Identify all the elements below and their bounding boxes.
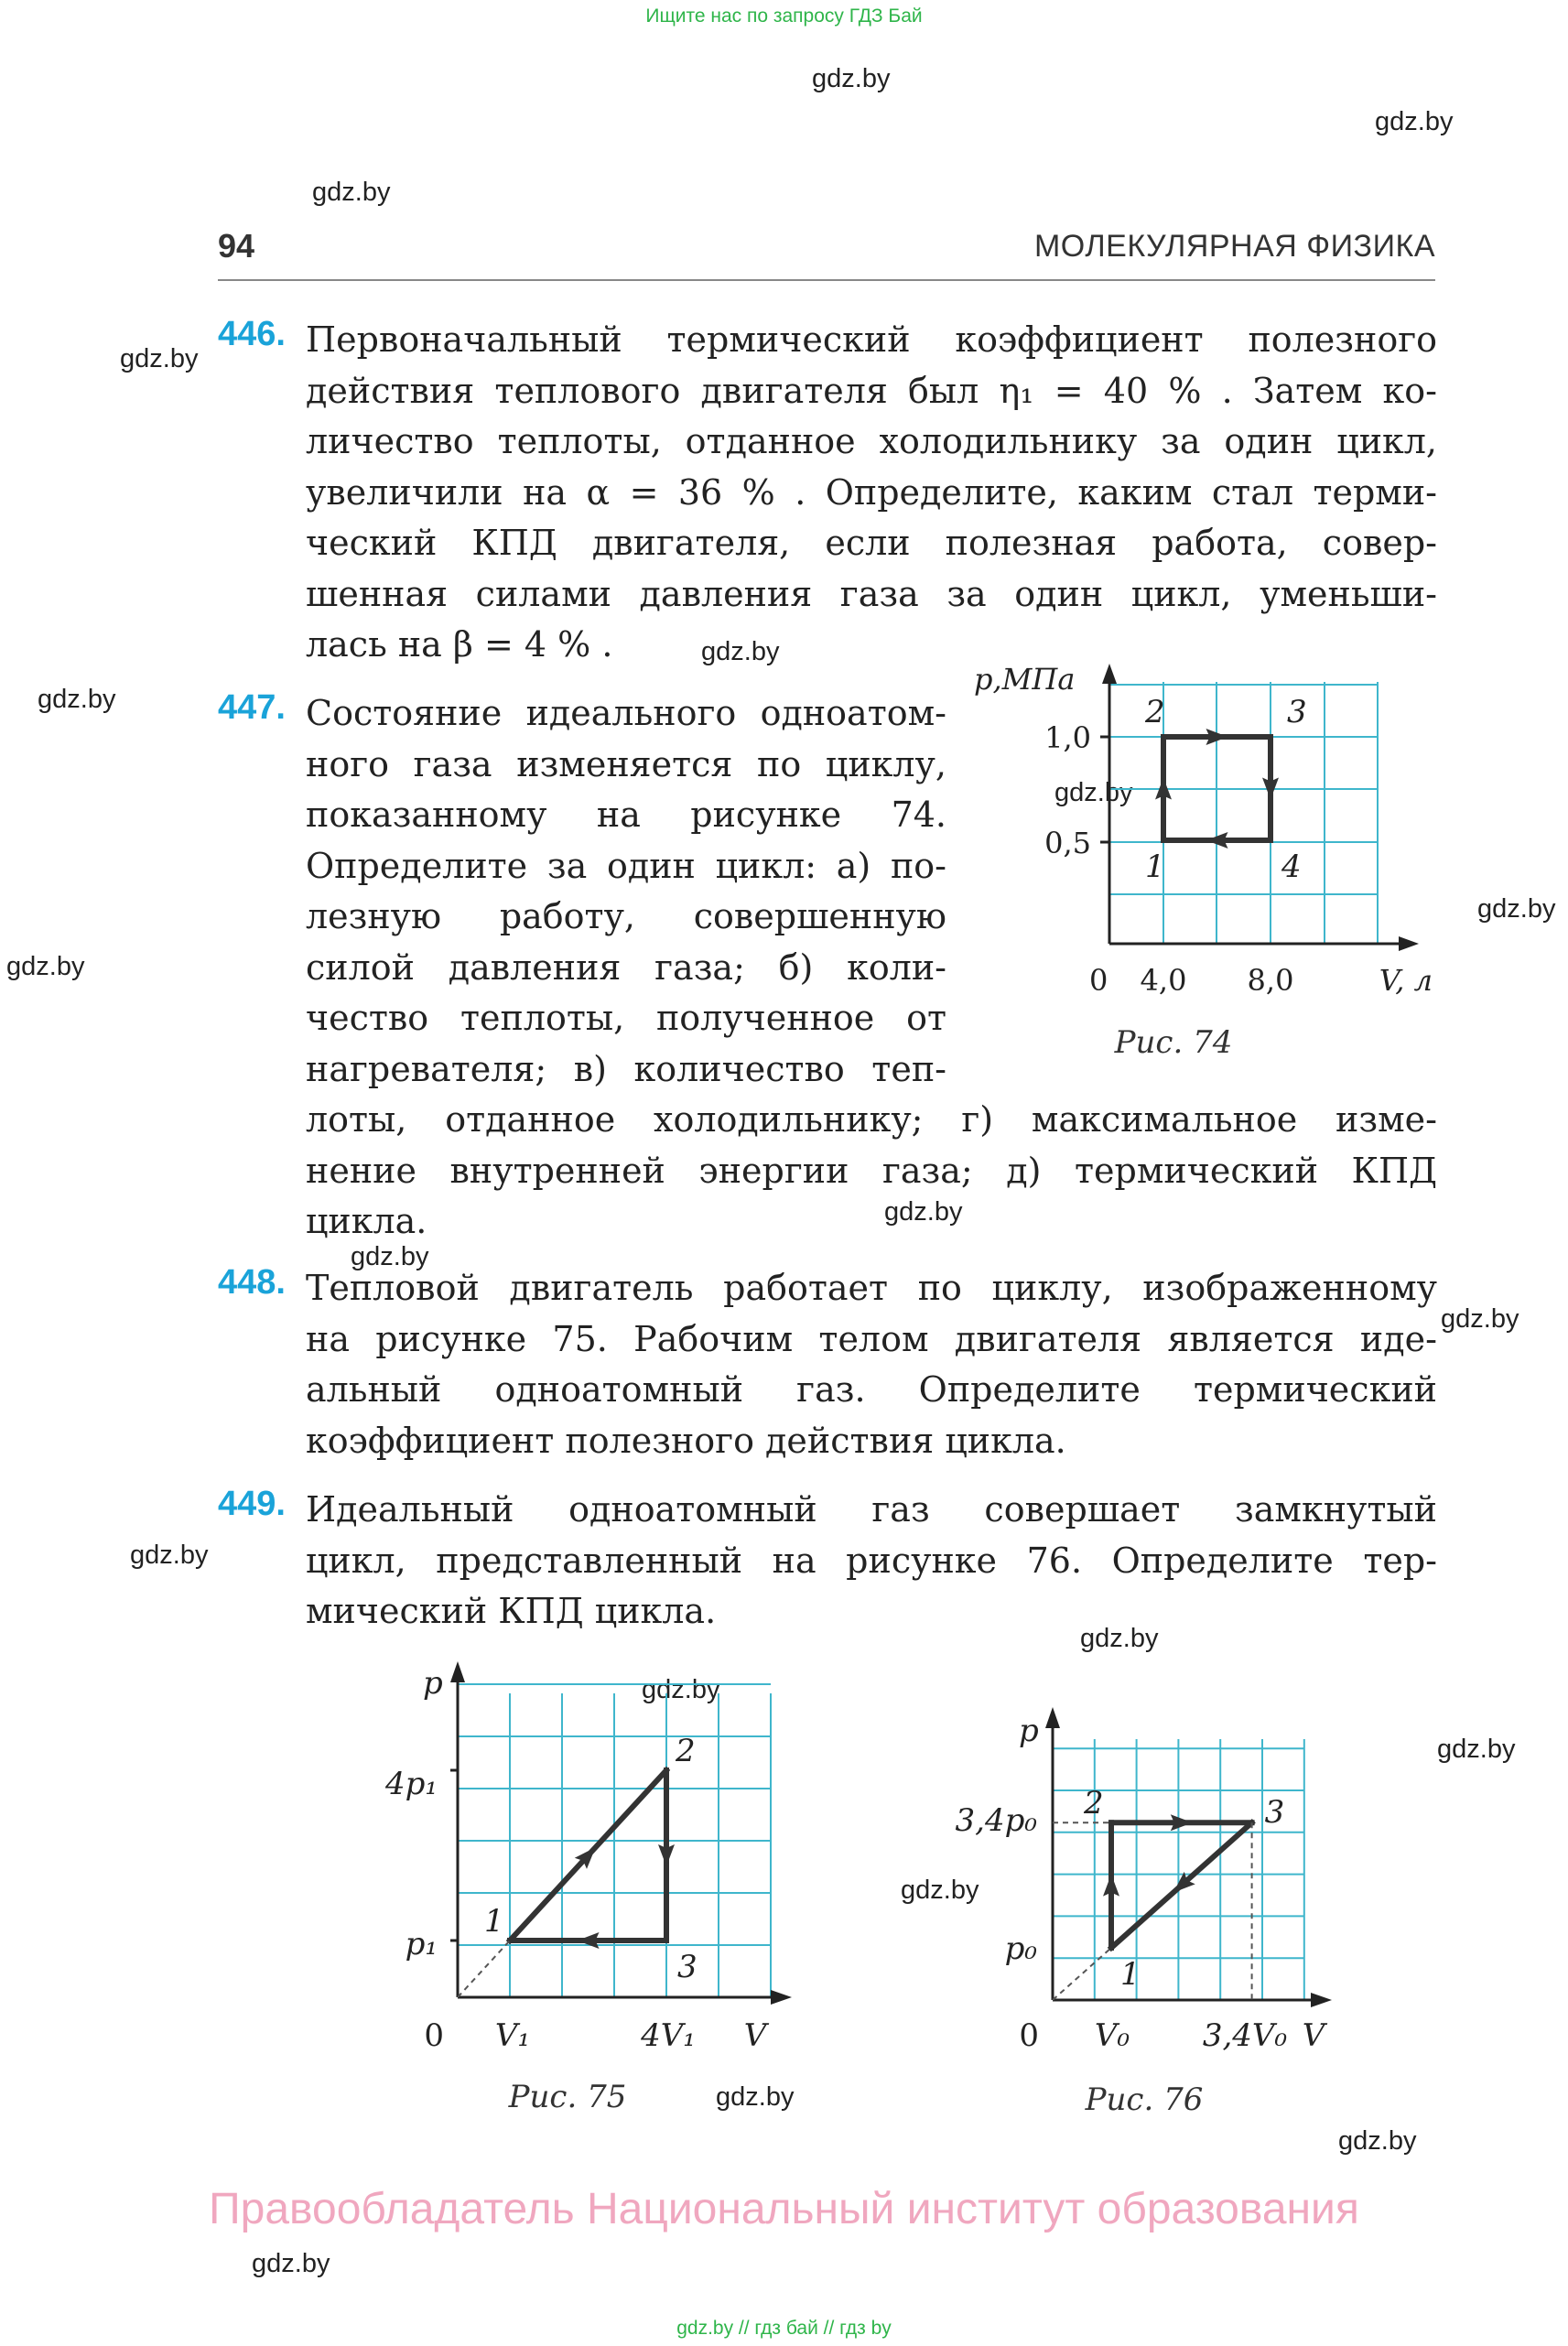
running-header: МОЛЕКУЛЯРНАЯ ФИЗИКА — [1033, 229, 1435, 264]
x-axis-arrow — [1311, 1993, 1332, 2007]
state-point-label: 4 — [1281, 849, 1302, 885]
text-line: на рисунке 75. Рабочим телом двигателя является иде- — [306, 1318, 1437, 1359]
origin-dashed-line — [1053, 1948, 1111, 2000]
figure-caption: Рис. 76 — [1085, 2081, 1204, 2118]
text-line: нение внутренней энергии газа; д) термический КПД — [306, 1150, 1437, 1191]
watermark: gdz.by — [1437, 1735, 1516, 1764]
watermark: gdz.by — [1080, 1624, 1159, 1653]
y-tick-label: 0,5 — [1044, 826, 1091, 860]
x-tick-label: 0 — [1019, 2017, 1039, 2054]
x-tick-label: V₁ — [494, 2017, 531, 2054]
watermark: gdz.by — [1477, 894, 1556, 924]
watermark: gdz.by — [1375, 107, 1454, 136]
watermark: gdz.by — [812, 64, 891, 93]
header-divider — [218, 279, 1435, 281]
y-axis-arrow — [1102, 664, 1117, 684]
origin-dashed-line — [458, 1941, 510, 1997]
state-point-label: 2 — [1084, 1785, 1104, 1822]
watermark: gdz.by — [351, 1242, 429, 1271]
x-tick-label: 3,4V₀ — [1202, 2017, 1288, 2054]
y-tick-label: 4p₁ — [384, 1766, 438, 1802]
state-point-label: 1 — [484, 1903, 504, 1940]
text-line: цикл, представленный на рисунке 76. Определите тер- — [306, 1540, 1437, 1581]
text-line: силой давления газа; б) коли- — [306, 946, 946, 988]
bottom-links[interactable]: gdz.by // гдз бай // гдз by — [676, 2318, 892, 2339]
watermark: gdz.by — [120, 344, 199, 373]
text-line: Идеальный одноатомный газ совершает замкнутый — [306, 1489, 1437, 1530]
y-tick-label: 1,0 — [1044, 720, 1091, 755]
y-tick-label: 3,4p₀ — [955, 1802, 1037, 1839]
y-tick-label: p₀ — [1004, 1930, 1037, 1967]
text-line: коэффициент полезного действия цикла. — [306, 1420, 1066, 1461]
x-axis-label: V — [743, 2017, 767, 2054]
watermark: gdz.by — [1441, 1304, 1519, 1334]
text-line: ного газа изменяется по циклу, — [306, 743, 946, 784]
x-axis-arrow — [1399, 936, 1419, 951]
problem-number: 448. — [218, 1263, 286, 1302]
watermark: gdz.by — [252, 2249, 330, 2278]
watermark: gdz.by — [312, 178, 391, 207]
y-tick-label: p₁ — [405, 1926, 438, 1962]
text-line: ческий КПД двигателя, если полезная работа, совер- — [306, 523, 1437, 563]
watermark: gdz.by — [130, 1541, 209, 1570]
x-tick-label: 4V₁ — [641, 2017, 696, 2054]
x-tick-label: 4,0 — [1140, 963, 1187, 998]
grid — [458, 1684, 771, 1997]
y-axis-label: p — [423, 1665, 443, 1702]
y-axis-arrow — [450, 1661, 465, 1682]
text-line: лоты, отданное холодильнику; г) максимальное изме- — [306, 1099, 1437, 1140]
state-point-label: 3 — [677, 1949, 697, 1985]
problem-number: 446. — [218, 315, 286, 353]
text-line: увеличили на α = 36 % . Определите, каким стал терми- — [306, 471, 1437, 513]
state-point-label: 1 — [1145, 849, 1165, 885]
x-tick-label: 0 — [424, 2017, 444, 2054]
text-line: Тепловой двигатель работает по циклу, изображенному — [306, 1268, 1437, 1308]
text-line: Первоначальный термический коэффициент полезного — [306, 319, 1437, 360]
x-tick-label: 8,0 — [1247, 963, 1294, 998]
problem-text — [306, 688, 946, 1095]
watermark: gdz.by — [884, 1197, 963, 1227]
problem-text-continued — [306, 1095, 1437, 1248]
text-line: шенная силами давления газа за один цикл, уменьши- — [306, 573, 1437, 614]
watermark: gdz.by — [38, 685, 116, 714]
watermark: gdz.by — [1338, 2126, 1417, 2156]
y-axis-label: p — [1019, 1713, 1039, 1749]
x-axis-label: V, л — [1379, 963, 1433, 998]
x-axis-arrow — [771, 1990, 792, 2005]
problem-number: 449. — [218, 1485, 286, 1523]
text-line: цикла. — [306, 1201, 427, 1241]
problem-text — [306, 1485, 1437, 1638]
text-line: Определите за один цикл: а) по- — [306, 845, 946, 886]
problem-text — [306, 1263, 1437, 1466]
watermark: gdz.by — [642, 1675, 720, 1704]
text-line: действия теплового двигателя был η₁ = 40 % . Затем ко- — [306, 370, 1437, 411]
text-line: лезную работу, совершенную — [306, 896, 946, 936]
text-line: нагревателя; в) количество теп- — [306, 1048, 946, 1089]
figure-75 — [366, 1657, 824, 2133]
text-line: показанному на рисунке 74. — [306, 795, 946, 835]
problem-text — [306, 315, 1437, 671]
text-line: личество теплоты, отданное холодильнику за один цикл, — [306, 421, 1437, 461]
watermark: gdz.by — [701, 637, 780, 666]
x-tick-label: 0 — [1089, 963, 1108, 998]
watermark: gdz.by — [901, 1876, 979, 1905]
state-point-label: 2 — [676, 1733, 696, 1769]
figure-caption: Рис. 75 — [508, 2079, 627, 2115]
figure-74 — [970, 664, 1446, 1076]
y-axis-arrow — [1045, 1707, 1060, 1728]
watermark: gdz.by — [716, 2082, 795, 2112]
watermark: gdz.by — [6, 952, 85, 981]
state-point-label: 3 — [1287, 694, 1307, 730]
top-banner[interactable]: Ищите нас по запросу ГДЗ Бай — [645, 5, 923, 27]
x-axis-label: V — [1302, 2017, 1325, 2054]
grid — [1053, 1739, 1304, 2000]
problem-number: 447. — [218, 688, 286, 727]
text-line: мический КПД цикла. — [306, 1591, 717, 1631]
page-number: 94 — [218, 227, 255, 265]
figure-caption: Рис. 74 — [1114, 1024, 1233, 1061]
text-line: лась на β = 4 % . — [306, 624, 613, 665]
state-point-label: 2 — [1145, 694, 1165, 730]
figure-76 — [947, 1703, 1387, 2142]
x-tick-label: V₀ — [1094, 2017, 1130, 2054]
state-point-label: 3 — [1264, 1794, 1285, 1832]
y-axis-label: p,МПа — [974, 664, 1076, 697]
text-line: Состояние идеального одноатом- — [306, 693, 946, 733]
watermark: gdz.by — [1054, 778, 1133, 807]
text-line: чество теплоты, полученное от — [306, 998, 946, 1038]
state-point-label: 1 — [1120, 1956, 1141, 1993]
rights-holder-notice: Правообладатель Национальный институт образования — [209, 2185, 1359, 2233]
text-line: альный одноатомный газ. Определите термический — [306, 1369, 1437, 1410]
